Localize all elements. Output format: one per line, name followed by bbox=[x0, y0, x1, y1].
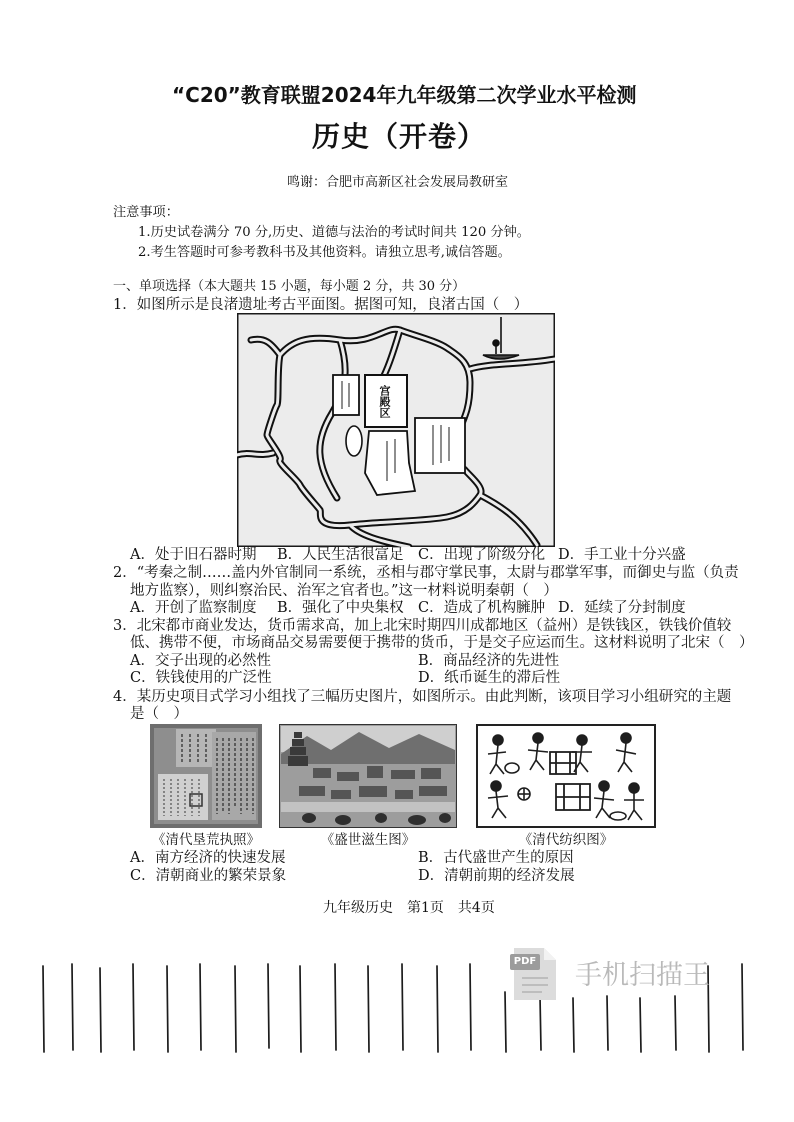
margin-line bbox=[235, 966, 236, 1052]
page-footer: 九年级历史 第1页 共4页 bbox=[323, 900, 495, 916]
margin-line bbox=[100, 968, 101, 1052]
pdf-document-fold bbox=[544, 948, 556, 960]
question-4-option-b: B．古代盛世产生的原因 bbox=[418, 850, 574, 866]
map-oval-area bbox=[346, 426, 362, 456]
question-3-option-a: A．交子出现的必然性 bbox=[130, 653, 271, 669]
margin-line bbox=[300, 966, 301, 1052]
question-1-option-a: A．处于旧石器时期 bbox=[130, 547, 257, 563]
question-1-option-c: C．出现了阶级分化 bbox=[418, 547, 546, 563]
question-4-option-c: C．清朝商业的繁荣景象 bbox=[130, 868, 287, 884]
question-2-option-c: C．造成了机构臃肿 bbox=[418, 600, 546, 616]
notice-item: 2.考生答题时可参考教科书及其他资料。请独立思考,诚信答题。 bbox=[138, 245, 511, 260]
question-4-stem: 4．某历史项目式学习小组找了三幅历史图片，如图所示。由此判断，该项目学习小组研究的主题 bbox=[113, 689, 732, 705]
margin-line bbox=[640, 998, 641, 1052]
question-1-stem: 1．如图所示是良渚遗址考古平面图。据图可知，良渚古国（ ） bbox=[113, 297, 529, 313]
map-east-area bbox=[415, 418, 465, 473]
question-2-option-b: B．强化了中央集权 bbox=[277, 600, 404, 616]
question-3-option-b: B．商品经济的先进性 bbox=[418, 653, 560, 669]
figure-prosperous-era-painting bbox=[279, 724, 457, 828]
map-south-area bbox=[365, 431, 415, 495]
question-4-option-d: D．清朝前期的经济发展 bbox=[418, 868, 575, 884]
question-1-option-d: D．手工业十分兴盛 bbox=[558, 547, 686, 563]
figure-land-reclamation-license bbox=[150, 724, 262, 828]
margin-line bbox=[43, 966, 44, 1052]
figure-2-river bbox=[281, 802, 455, 812]
margin-line bbox=[335, 964, 336, 1050]
question-4-option-a: A．南方经济的快速发展 bbox=[130, 850, 286, 866]
question-2-option-d: D．延续了分封制度 bbox=[558, 600, 686, 616]
margin-line bbox=[573, 998, 574, 1052]
pdf-document-icon bbox=[508, 946, 558, 1002]
scanner-watermark-text: 手机扫描王 bbox=[575, 960, 710, 991]
question-2-stem: 2．“考秦之制……盖内外官制同一系统，丞相与郡守掌民事，太尉与郡掌军事，而御史与监（负责 bbox=[113, 565, 739, 581]
figure-1-lower-sheet bbox=[158, 774, 208, 820]
margin-line bbox=[402, 964, 403, 1050]
figure-caption: 《清代纺织图》 bbox=[518, 832, 614, 848]
margin-line bbox=[437, 966, 438, 1052]
acknowledgement: 鸣谢：合肥市高新区社会发展局教研室 bbox=[287, 175, 509, 190]
figure-1-text-panel bbox=[212, 732, 256, 820]
question-2-option-a: A．开创了监察制度 bbox=[130, 600, 257, 616]
question-3-stem: 3．北宋都市商业发达，货币需求高，加上北宋时期四川成都地区（益州）是铁钱区，铁钱价值较 bbox=[113, 618, 732, 634]
question-2-stem: 地方监察），则纠察治民、治军之官者也。”这一材料说明秦朝（ ） bbox=[130, 583, 558, 599]
margin-line bbox=[505, 992, 506, 1052]
map-west-area bbox=[333, 375, 359, 415]
margin-line bbox=[675, 996, 676, 1050]
question-3-stem: 低、携带不便，市场商品交易需要便于携带的货币，于是交子应运而生。这材料说明了北宋（ ） bbox=[130, 635, 754, 651]
margin-line bbox=[200, 964, 201, 1050]
margin-line bbox=[268, 964, 269, 1048]
notice-item: 1.历史试卷满分 70 分,历史、道德与法治的考试时间共 120 分钟。 bbox=[138, 225, 530, 240]
margin-line bbox=[72, 964, 73, 1050]
liangzhu-site-map bbox=[237, 313, 555, 547]
question-4-stem: 是（ ） bbox=[130, 706, 188, 722]
figure-caption: 《盛世滋生图》 bbox=[320, 832, 416, 848]
map-label-palace: 宫殿区 bbox=[378, 385, 391, 418]
exam-subject: 历史（开卷） bbox=[312, 120, 487, 153]
map-drawing bbox=[237, 313, 555, 547]
margin-line bbox=[540, 996, 541, 1050]
margin-line bbox=[368, 966, 369, 1052]
question-3-option-d: D．纸币诞生的滞后性 bbox=[418, 670, 561, 686]
margin-line bbox=[167, 966, 168, 1052]
margin-line bbox=[133, 964, 134, 1050]
question-3-option-c: C．铁钱使用的广泛性 bbox=[130, 670, 272, 686]
pdf-badge-label: PDF bbox=[510, 954, 540, 970]
figure-qing-textile-painting bbox=[476, 724, 656, 828]
margin-line bbox=[470, 964, 471, 1050]
figure-caption: 《清代垦荒执照》 bbox=[152, 832, 260, 848]
question-1-option-b: B．人民生活很富足 bbox=[277, 547, 404, 563]
section-heading: 一、单项选择（本大题共 15 小题，每小题 2 分，共 30 分） bbox=[113, 279, 466, 294]
margin-line bbox=[742, 964, 743, 1050]
notice-heading: 注意事项： bbox=[113, 205, 179, 220]
margin-line bbox=[607, 996, 608, 1050]
exam-title: “C20”教育联盟2024年九年级第二次学业水平检测 bbox=[172, 83, 637, 107]
